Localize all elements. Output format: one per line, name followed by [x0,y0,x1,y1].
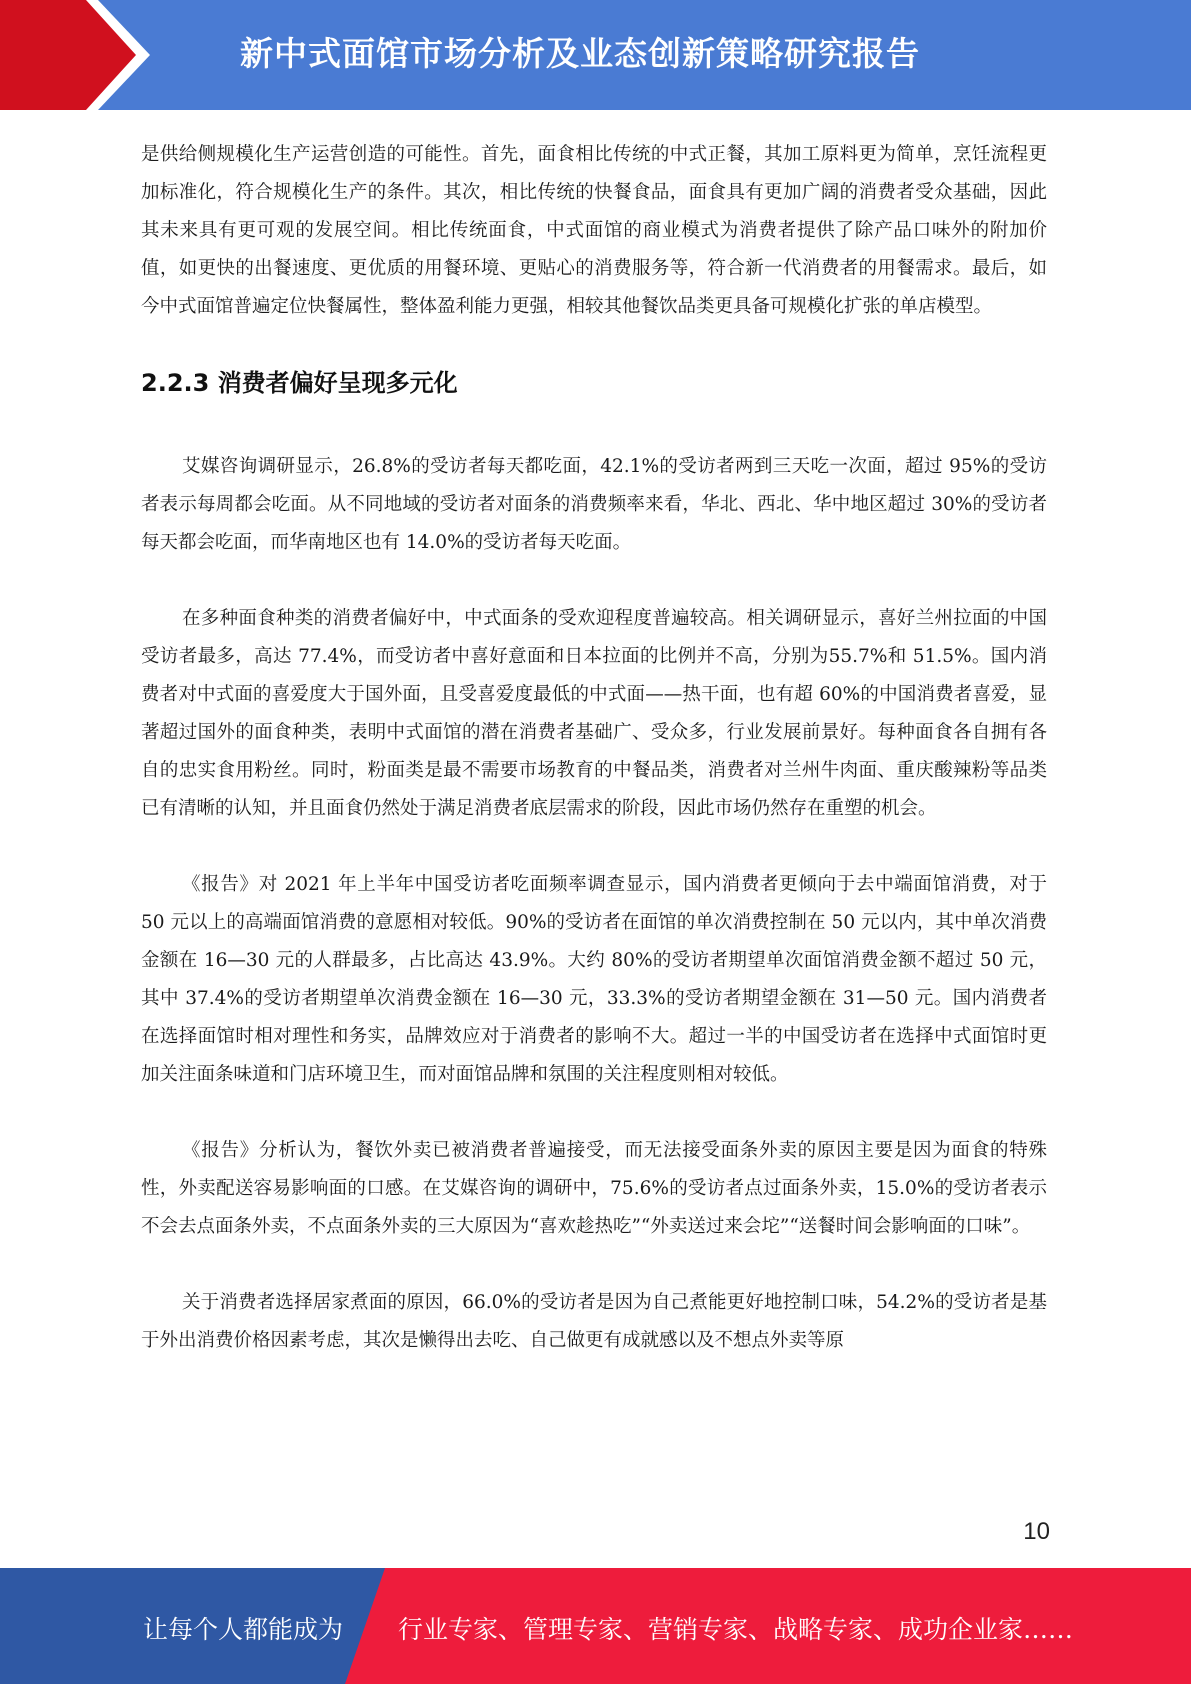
section-heading: 2.2.3 消费者偏好呈现多元化 [141,369,458,397]
body-paragraph: 艾媒咨询调研显示，26.8%的受访者每天都吃面，42.1%的受访者两到三天吃一次面，超过 95%的受访者表示每周都会吃面。从不同地域的受访者对面条的消费频率来看，华北、西北、华中地区超过 30%的受访者每天都会吃面，而华南地区也有 14.0%的受访者每天吃面。 [141,456,1047,553]
report-title: 新中式面馆市场分析及业态创新策略研究报告 [240,34,920,73]
report-body [141,136,1047,1360]
intro-paragraph: 是供给侧规模化生产运营创造的可能性。首先，面食相比传统的中式正餐，其加工原料更为简单，烹饪流程更加标准化，符合规模化生产的条件。其次，相比传统的快餐食品，面食具有更加广阔的消费者受众基础，因此其未来具有更可观的发展空间。相比传统面食，中式面馆的商业模式为消费者提供了除产品口味外的附加价值，如更快的出餐速度、更优质的用餐环境、更贴心的消费服务等，符合新一代消费者的用餐需求。最后，如今中式面馆普遍定位快餐属性，整体盈利能力更强，相较其他餐饮品类更具备可规模化扩张的单店模型。 [141,144,1047,317]
body-paragraph: 关于消费者选择居家煮面的原因，66.0%的受访者是因为自己煮能更好地控制口味，54.2%的受访者是基于外出消费价格因素考虑，其次是懒得出去吃、自己做更有成就感以及不想点外卖等原 [141,1292,1047,1351]
report-footer [0,1568,1191,1684]
footer-slogan-right: 行业专家、管理专家、营销专家、战略专家、成功企业家…… [398,1615,1074,1644]
body-paragraph: 在多种面食种类的消费者偏好中，中式面条的受欢迎程度普遍较高。相关调研显示，喜好兰州拉面的中国受访者最多，高达 77.4%，而受访者中喜好意面和日本拉面的比例并不高，分别为55.7%和 51.5%。国内消费者对中式面的喜爱度大于国外面，且受喜爱度最低的中式面——热干面，也有超 60%的中国消费者喜爱，显著超过国外的面食种类，表明中式面馆的潜在消费者基础广、受众多，行业发展前景好。每种面食各自拥有各自的忠实食用粉丝。同时，粉面类是最不需要市场教育的中餐品类，消费者对兰州牛肉面、重庆酸辣粉等品类已有清晰的认知，并且面食仍然处于满足消费者底层需求的阶段，因此市场仍然存在重塑的机会。 [141,608,1047,819]
page-number: 10 [1023,1518,1050,1545]
body-paragraph: 《报告》分析认为，餐饮外卖已被消费者普遍接受，而无法接受面条外卖的原因主要是因为面食的特殊性，外卖配送容易影响面的口感。在艾媒咨询的调研中，75.6%的受访者点过面条外卖，15.0%的受访者表示不会去点面条外卖，不点面条外卖的三大原因为“喜欢趁热吃”“外卖送过来会坨”“送餐时间会影响面的口味”。 [141,1140,1047,1237]
red-arrow-icon [0,0,160,110]
report-header [0,0,1191,110]
footer-slogan-left: 让每个人都能成为 [143,1615,344,1644]
body-paragraph: 《报告》对 2021 年上半年中国受访者吃面频率调查显示，国内消费者更倾向于去中端面馆消费，对于 50 元以上的高端面馆消费的意愿相对较低。90%的受访者在面馆的单次消费控制在 50 元以内，其中单次消费金额在 16—30 元的人群最多，占比高达 43.9%。大约 80%的受访者期望单次面馆消费金额不超过 50 元，其中 37.4%的受访者期望单次消费金额在 16—30 元，33.3%的受访者期望金额在 31—50 元。国内消费者在选择面馆时相对理性和务实，品牌效应对于消费者的影响不大。超过一半的中国受访者在选择中式面馆时更加关注面条味道和门店环境卫生，而对面馆品牌和氛围的关注程度则相对较低。 [141,874,1047,1085]
